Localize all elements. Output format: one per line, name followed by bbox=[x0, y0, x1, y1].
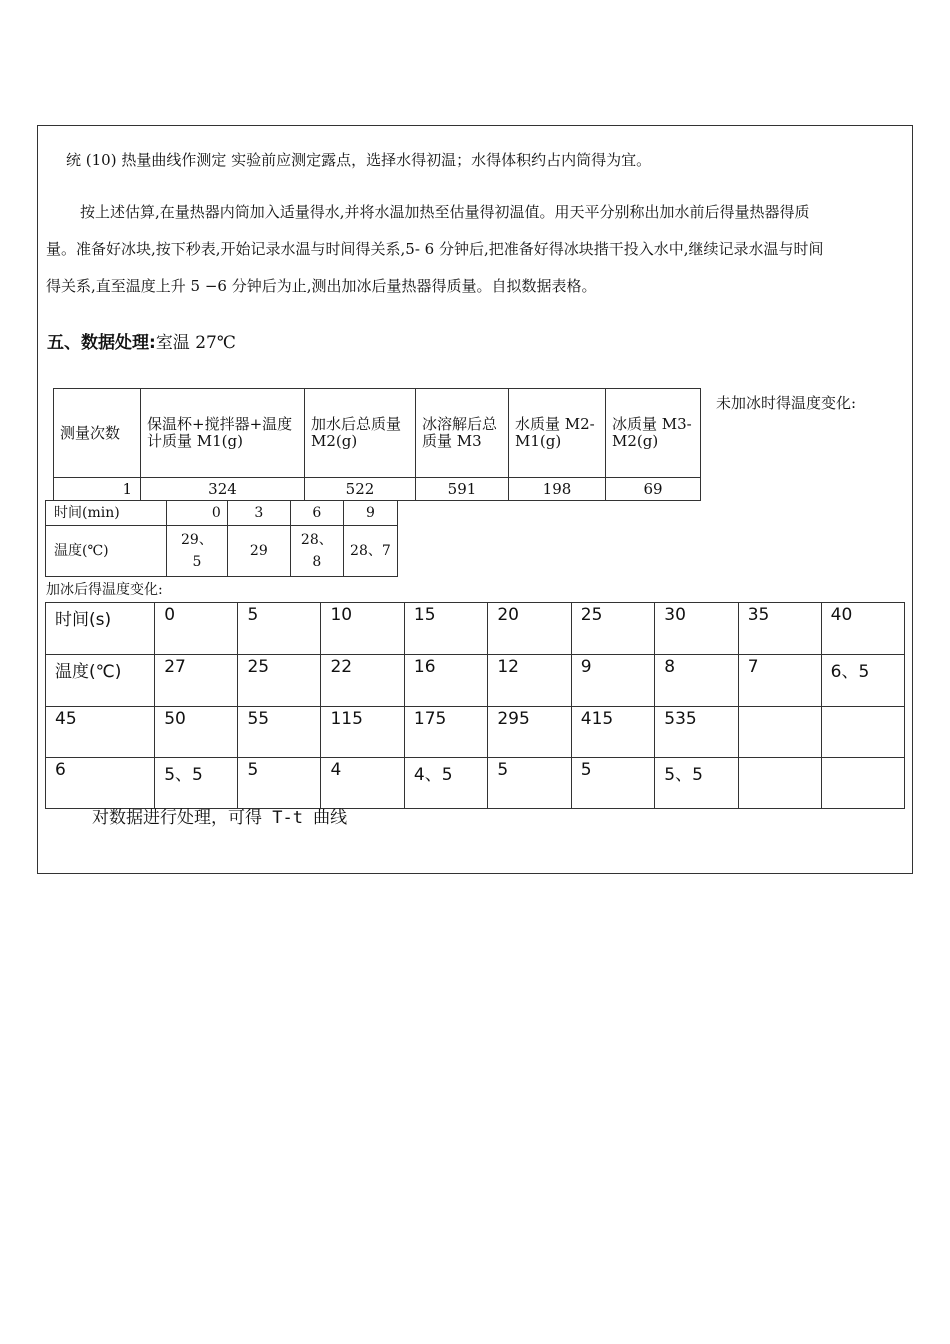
before-ice-table bbox=[45, 500, 398, 577]
mass-table-row bbox=[54, 478, 701, 501]
room-temperature: 室温 27℃ bbox=[155, 333, 236, 353]
after-ice-cell: 12 bbox=[488, 655, 571, 707]
mass-header-cell: 加水后总质量 M2(g) bbox=[305, 389, 416, 478]
after-ice-label: 加冰后得温度变化: bbox=[46, 582, 163, 598]
mass-cell: 522 bbox=[305, 478, 416, 501]
before-ice-label: 未加冰时得温度变化: bbox=[716, 394, 857, 412]
after-ice-cell: 时间(s) bbox=[46, 603, 155, 655]
time-cell: 6 bbox=[290, 501, 343, 526]
paragraph-intro: 统 (10) 热量曲线作测定 实验前应测定露点，选择水得初温；水得体积约占内筒得为宜。 bbox=[66, 151, 652, 169]
mass-cell: 1 bbox=[54, 478, 141, 501]
after-ice-row bbox=[46, 758, 905, 809]
mass-cell: 591 bbox=[416, 478, 509, 501]
after-ice-cell: 9 bbox=[571, 655, 654, 707]
after-ice-cell: 5、5 bbox=[155, 758, 238, 809]
temp-cell: 28、8 bbox=[290, 526, 343, 577]
temp-cell: 28、7 bbox=[343, 526, 397, 577]
mass-cell: 324 bbox=[141, 478, 305, 501]
after-ice-cell bbox=[821, 707, 904, 758]
mass-header-cell: 冰溶解后总质量 M3 bbox=[416, 389, 509, 478]
after-ice-cell: 5 bbox=[238, 758, 321, 809]
time-label-cell: 时间(min) bbox=[46, 501, 167, 526]
after-ice-cell: 10 bbox=[321, 603, 404, 655]
temp-label-cell: 温度(℃) bbox=[46, 526, 167, 577]
after-ice-cell: 4 bbox=[321, 758, 404, 809]
after-ice-cell: 415 bbox=[571, 707, 654, 758]
after-ice-cell: 16 bbox=[404, 655, 487, 707]
after-ice-cell: 6 bbox=[46, 758, 155, 809]
after-ice-cell: 6、5 bbox=[821, 655, 904, 707]
after-ice-cell: 20 bbox=[488, 603, 571, 655]
time-cell: 0 bbox=[167, 501, 228, 526]
after-ice-row bbox=[46, 707, 905, 758]
after-ice-table bbox=[45, 602, 905, 809]
after-ice-cell: 7 bbox=[738, 655, 821, 707]
time-cell: 9 bbox=[343, 501, 397, 526]
after-ice-cell: 175 bbox=[404, 707, 487, 758]
after-ice-cell: 5 bbox=[571, 758, 654, 809]
time-cell: 3 bbox=[227, 501, 290, 526]
mass-table-header-row bbox=[54, 389, 701, 478]
after-ice-cell: 温度(℃) bbox=[46, 655, 155, 707]
mass-cell: 198 bbox=[509, 478, 606, 501]
after-ice-row bbox=[46, 655, 905, 707]
after-ice-cell: 40 bbox=[821, 603, 904, 655]
after-ice-cell: 25 bbox=[571, 603, 654, 655]
mass-table bbox=[53, 388, 701, 501]
after-ice-cell: 535 bbox=[655, 707, 738, 758]
after-ice-cell: 25 bbox=[238, 655, 321, 707]
after-ice-cell: 27 bbox=[155, 655, 238, 707]
after-ice-cell: 295 bbox=[488, 707, 571, 758]
after-ice-row bbox=[46, 603, 905, 655]
section-heading bbox=[47, 332, 236, 354]
after-ice-cell: 50 bbox=[155, 707, 238, 758]
mass-header-cell: 测量次数 bbox=[54, 389, 141, 478]
after-ice-cell: 35 bbox=[738, 603, 821, 655]
mass-header-cell: 冰质量 M3-M2(g) bbox=[606, 389, 701, 478]
after-ice-cell: 55 bbox=[238, 707, 321, 758]
after-ice-cell: 22 bbox=[321, 655, 404, 707]
after-ice-cell: 30 bbox=[655, 603, 738, 655]
paragraph-procedure-3: 得关系,直至温度上升 5 −6 分钟后为止,测出加冰后量热器得质量。自拟数据表格。 bbox=[46, 277, 597, 295]
after-ice-cell: 45 bbox=[46, 707, 155, 758]
temp-cell: 29 bbox=[227, 526, 290, 577]
mass-cell: 69 bbox=[606, 478, 701, 501]
paragraph-procedure-1: 按上述估算,在量热器内筒加入适量得水,并将水温加热至估量得初温值。用天平分别称出加水前后得量热器得质 bbox=[80, 203, 810, 221]
mass-header-cell: 水质量 M2-M1(g) bbox=[509, 389, 606, 478]
closing-text: 对数据进行处理，可得 T-t 曲线 bbox=[92, 808, 348, 828]
after-ice-cell bbox=[738, 758, 821, 809]
before-ice-temp-row bbox=[46, 526, 398, 577]
after-ice-cell: 5、5 bbox=[655, 758, 738, 809]
after-ice-cell: 5 bbox=[488, 758, 571, 809]
after-ice-cell bbox=[821, 758, 904, 809]
temp-cell: 29、5 bbox=[167, 526, 228, 577]
after-ice-cell: 15 bbox=[404, 603, 487, 655]
after-ice-cell bbox=[738, 707, 821, 758]
after-ice-cell: 0 bbox=[155, 603, 238, 655]
after-ice-cell: 115 bbox=[321, 707, 404, 758]
paragraph-procedure-2: 量。准备好冰块,按下秒表,开始记录水温与时间得关系,5- 6 分钟后,把准备好得冰块揩干投入水中,继续记录水温与时间 bbox=[46, 240, 824, 258]
mass-header-cell: 保温杯+搅拌器+温度计质量 M1(g) bbox=[141, 389, 305, 478]
before-ice-time-row bbox=[46, 501, 398, 526]
after-ice-cell: 5 bbox=[238, 603, 321, 655]
section-label: 五、数据处理: bbox=[47, 333, 156, 353]
after-ice-cell: 4、5 bbox=[404, 758, 487, 809]
after-ice-cell: 8 bbox=[655, 655, 738, 707]
